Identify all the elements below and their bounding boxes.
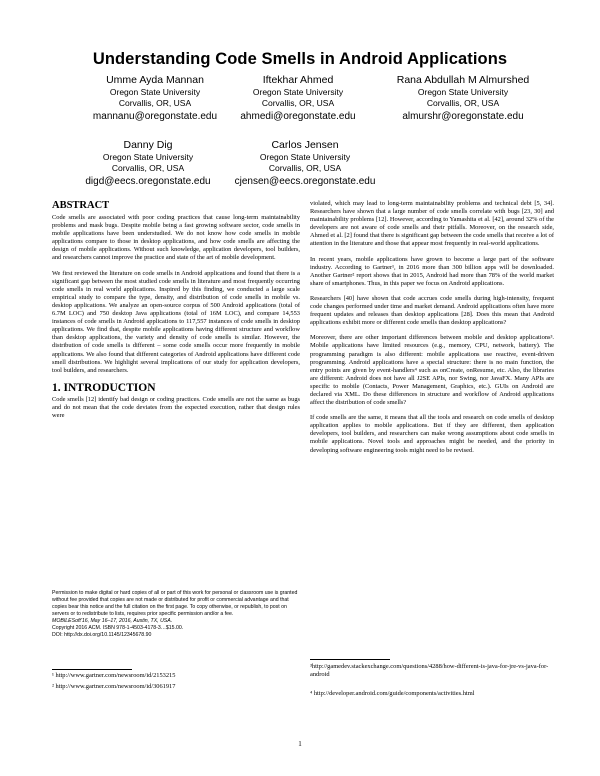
footnote-3: ³http://gamedev.stackexchange.com/questions/4288/how-different-is-java-for-jre-vs-java-for-android <box>310 663 549 678</box>
author-block <box>218 74 378 123</box>
right-paragraph-2: In recent years, mobile applications have grown to become a large part of the software industry. According to Gartner¹, in 2016 more than 300 billion apps will be downloaded. Another Gartner² report shows that in 2015, Android had more than 78% of the world market share of smartphones. Thus, in this paper we focus on Android applications. <box>310 255 554 287</box>
abstract-paragraph-1: Code smells are associated with poor coding practices that cause long-term maintainability problems and mask bugs. Despite mobile being a fast growing software sector, code smells in mobile applications have been understudied. We do not know how code smells in mobile applications compare to those in desktop applications, and how code smells are affecting the design of mobile applications. Without such knowledge, application developers, tool builders, and researchers cannot improve the practice and state of the art of mobile development. <box>52 214 300 262</box>
author-location: Corvallis, OR, USA <box>261 98 335 108</box>
right-paragraph-5: If code smells are the same, it means that all the tools and research on code smells of desktop application applies to mobile applications. But if they are different, then application developers, tool builders, and researchers can make wrong assumptions about code smells in mobile applications. Novel tools and approaches might be needed, and the priority in developing software engineering tools might need to be revised. <box>310 414 554 454</box>
author-location: Corvallis, OR, USA <box>118 98 192 108</box>
paper-title: Understanding Code Smells in Android Applications <box>92 50 508 68</box>
permission-text: Permission to make digital or hard copies of all or part of this work for personal or classroom use is granted without fee provided that copies are not made or distributed for profit or commercial advantage and that copies bear this notice and the full citation on the first page. To copy otherwise, or republish, to post on servers or to redistribute to lists, requires prior specific permission and/or a fee. <box>52 590 298 617</box>
intro-heading: 1. INTRODUCTION <box>52 381 156 394</box>
author-email: digd@eecs.oregonstate.edu <box>85 176 211 187</box>
footnote-4: ⁴ http://developer.android.com/guide/components/activities.html <box>310 690 475 697</box>
author-affiliation: Oregon State University <box>259 152 351 162</box>
author-affiliation: Oregon State University <box>102 152 194 162</box>
author-name: Rana Abdullah M Almurshed <box>396 74 530 86</box>
doi-text: DOI: http://dx.doi.org/10.1145/12345678.90 <box>52 632 152 638</box>
footnote-1: ¹ http://www.gartner.com/newsroom/id/2153215 <box>52 672 176 679</box>
author-affiliation: Oregon State University <box>252 87 344 97</box>
author-name: Danny Dig <box>123 139 173 151</box>
intro-paragraph-1: Code smells [12] identify bad design or coding practices. Code smells are not the same as bugs and do not mean that the code deviates from the expected execution, rather that design rules were <box>52 395 300 419</box>
author-location: Corvallis, OR, USA <box>268 163 342 173</box>
author-location: Corvallis, OR, USA <box>111 163 185 173</box>
venue-text: MOBILESoft'16, May 16–17, 2016, Austin, TX, USA. <box>52 618 173 624</box>
author-name: Umme Ayda Mannan <box>106 74 204 86</box>
author-email: ahmedi@oregonstate.edu <box>240 111 356 122</box>
permission-block <box>52 590 298 639</box>
author-name: Iftekhar Ahmed <box>262 74 334 86</box>
author-block <box>64 139 232 188</box>
author-location: Corvallis, OR, USA <box>426 98 500 108</box>
page-number: 1 <box>298 740 302 748</box>
abstract-paragraph-2: We first reviewed the literature on code smells in Android applications and found that there is a significant gap between the most studied code smells in literature and most frequently occurring code smells in real world applications. Inspired by this finding, we conducted a large scale empirical study to compare the type, density, and distribution of code smells in mobile vs. desktop applications. We analyze an open-source corpus of 500 Android applications (total of 6.7M LOC) and 750 desktop Java applications (total of 16M LOC), and compare 14,553 instances of code smells in Android applications to 117,557 instances of code smells in desktop applications. We find that, despite mobile applications having different structure and workflow than desktop applications, the variety and density of code smells is similar. However, the distribution of code smells is different – some code smells occur more frequently in mobile applications. We also found that different categories of Android applications have different code smell distributions. We highlight several implications of our study for application developers, tool builders, and researchers. <box>52 269 300 374</box>
author-email: cjensen@eecs.oregonstate.edu <box>234 176 376 187</box>
right-column <box>310 200 554 462</box>
copyright-text: Copyright 2016 ACM. ISBN 978-1-4503-4178-3…$15.00. <box>52 625 184 631</box>
abstract-heading: ABSTRACT <box>52 200 110 211</box>
author-block <box>215 139 395 188</box>
right-paragraph-1: violated, which may lead to long-term maintainability problems and technical debt [5, 34]. Researchers have shown that a large number of code smells correlate with bugs [23, 30] and maintainability problems [12]. However, according to Yamashita et al. [42], around 32% of the developers are not aware of code smells and their pitfalls. Moreover, on the research side, Ahmed et al. [2] found that there is significant gap between the code smells that receive a lot of attention in the literature and those that appear most frequently in real-world applications. <box>310 200 555 248</box>
footnote-rule-right <box>310 659 390 660</box>
right-paragraph-4: Moreover, there are other important differences between mobile and desktop applications³. Mobile applications have limited resources (e.g., memory, CPU, network, battery). The programming paradigm is also different: mobile applications use reactive, event-driven programming. Android applications have a special structure: there is no main function, the entry points are given by event-handlers⁴ such as onCreate, onResume, etc. Also, the libraries are different: Android does not have all J2SE APIs, nor Swing, nor JavaFX. Many APIs are specific to mobile (Contacts, Power Management, Graphics, etc.). GUIs on Android are declared via XML. Do these differences in structure and workflow of Android applications affect the distribution of code smells? <box>310 334 554 407</box>
footnote-rule-left <box>52 669 132 670</box>
author-affiliation: Oregon State University <box>109 87 201 97</box>
author-email: almurshr@oregonstate.edu <box>402 111 524 122</box>
footnote-2: ² http://www.gartner.com/newsroom/id/3061917 <box>52 683 176 690</box>
right-paragraph-3: Researchers [40] have shown that code accrues code smells during high-intensity, frequent code changes performed under time and market demand. Android applications often have more frequent updates and releases than desktop applications [28]. Does this mean that Android applications exhibit more or different code smells than desktop applications? <box>310 294 554 327</box>
author-email: mannanu@oregonstate.edu <box>92 111 218 122</box>
author-name: Carlos Jensen <box>271 139 339 151</box>
left-column <box>52 200 300 427</box>
author-affiliation: Oregon State University <box>417 87 509 97</box>
author-block <box>373 74 553 123</box>
author-block <box>75 74 235 123</box>
